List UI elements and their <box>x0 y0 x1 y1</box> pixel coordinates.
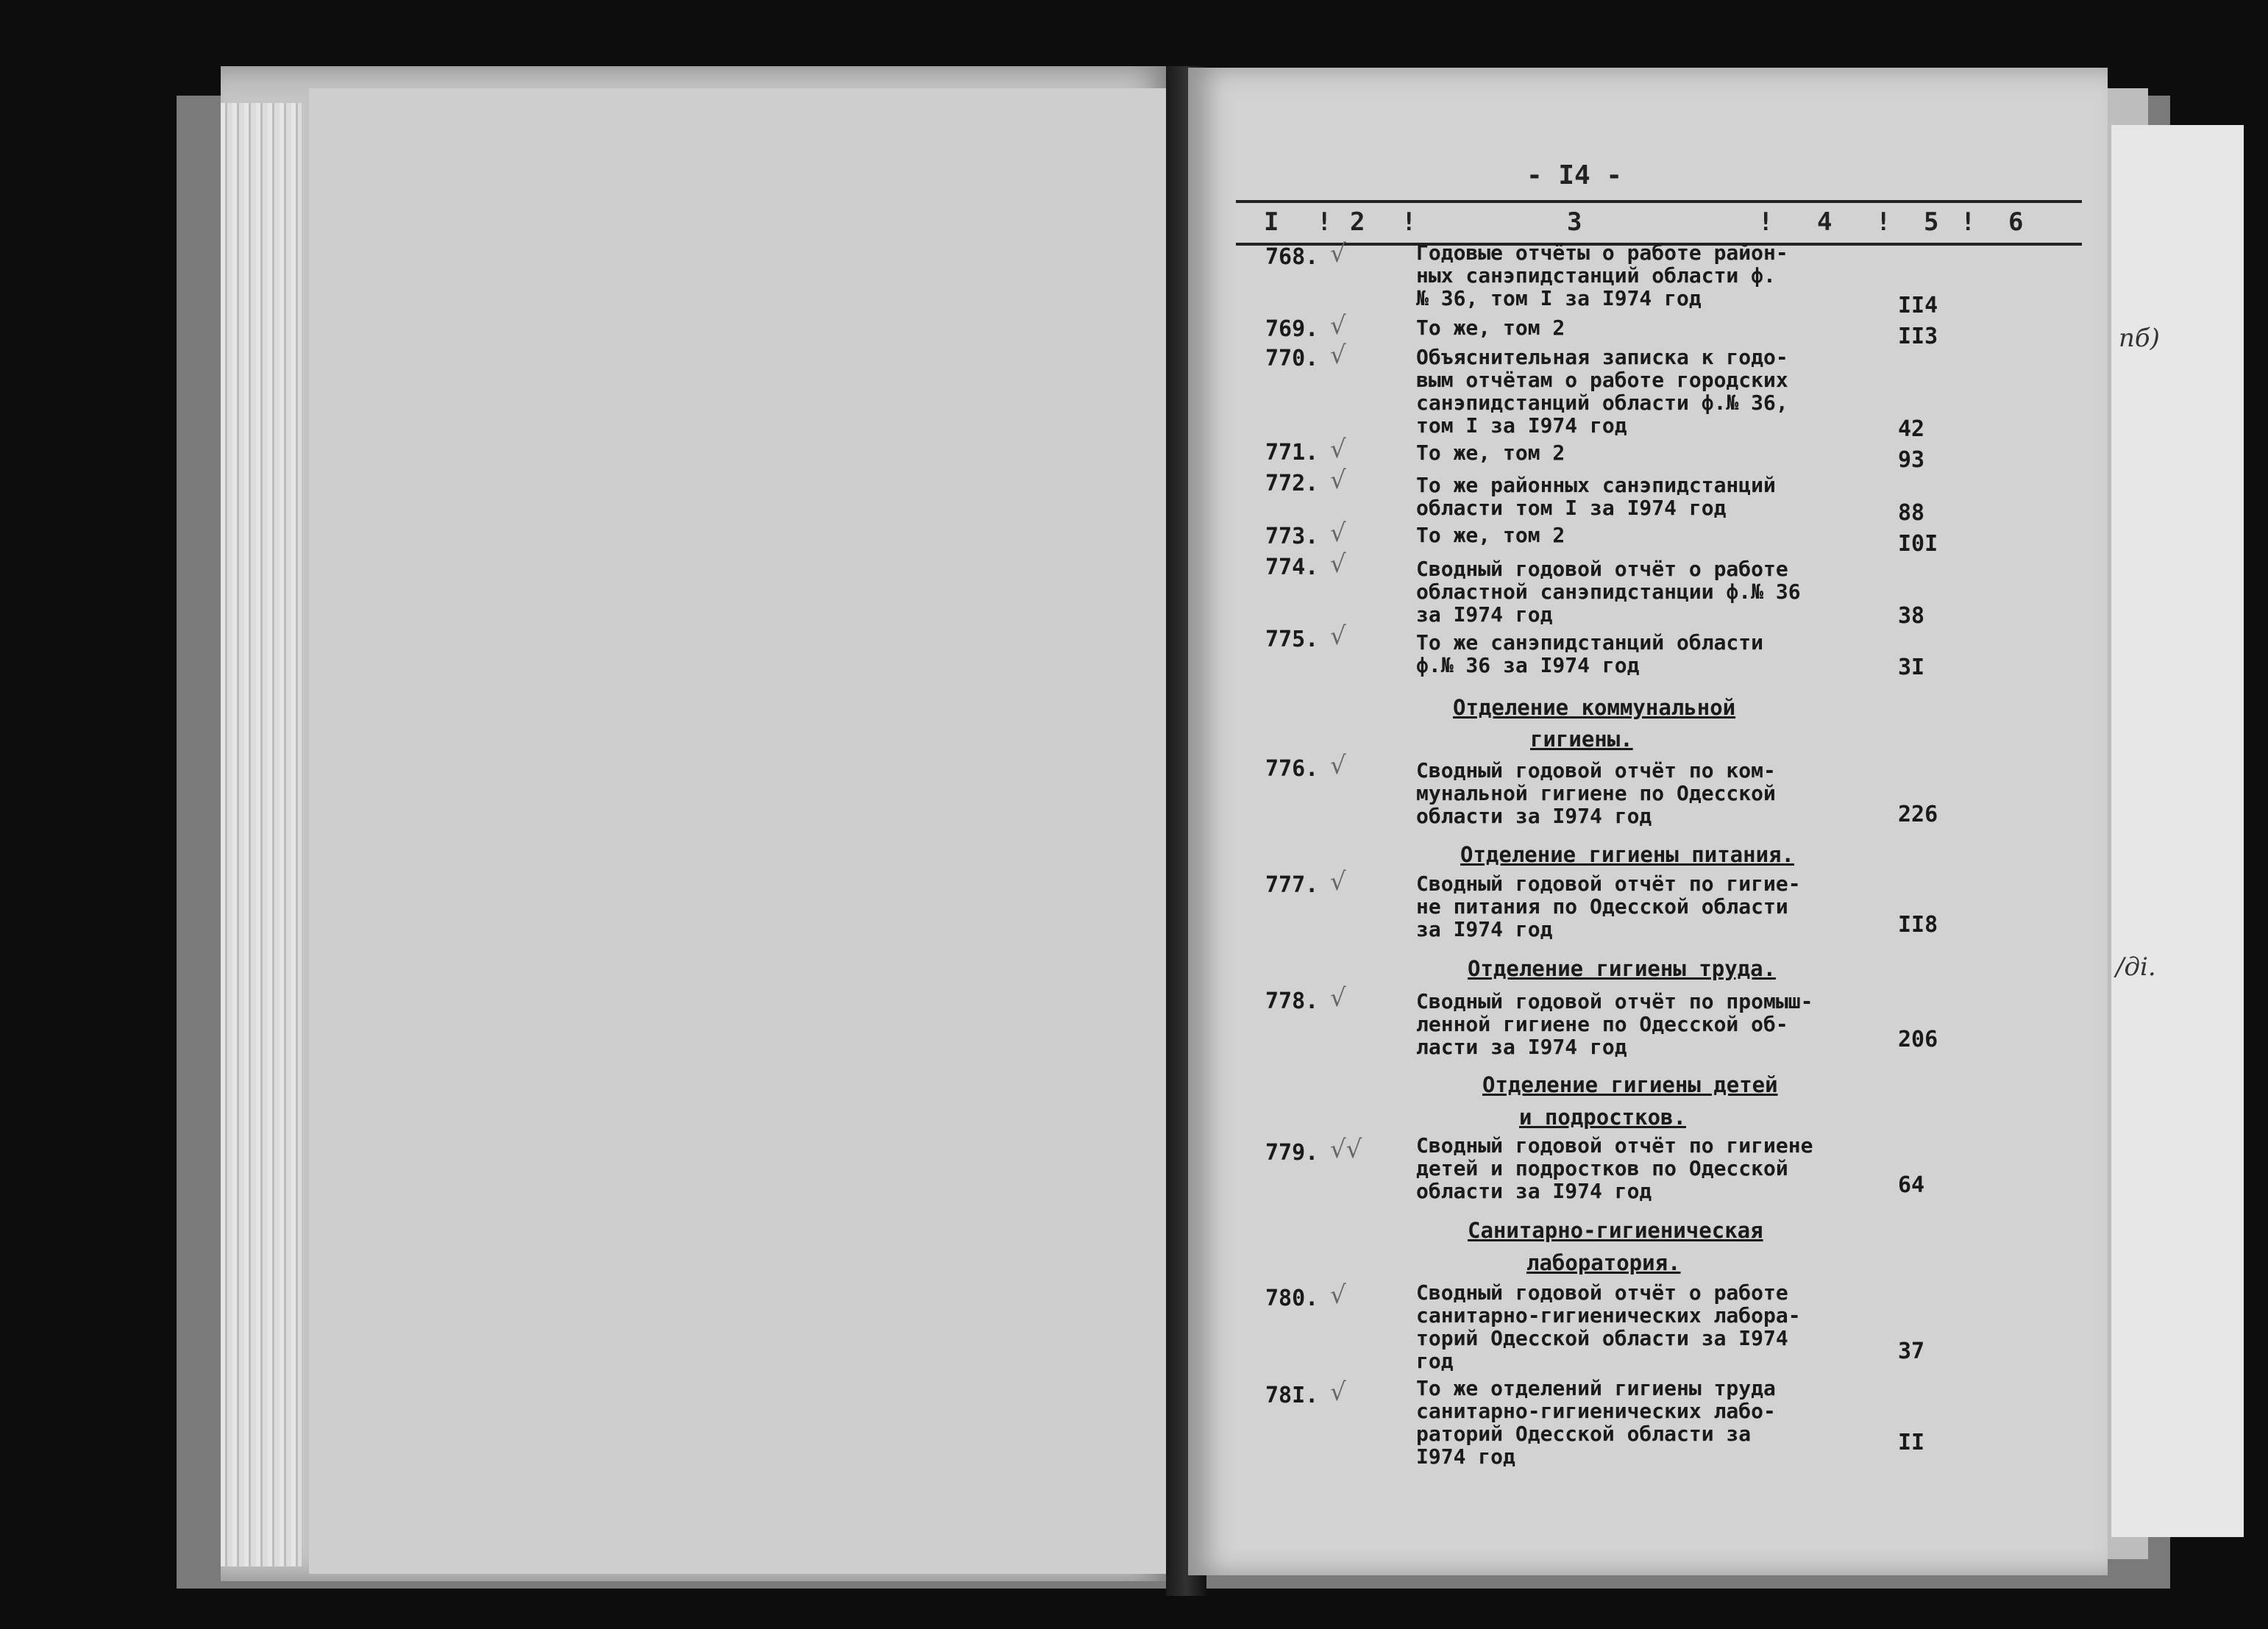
check-mark: √ <box>1330 466 1346 495</box>
entry-description: Сводный годовой отчёт о работе санитарно-гигиенических лабора- торий Одесской области за I974 год <box>1416 1280 1801 1373</box>
section-heading: Отделение гигиены питания. <box>1460 842 1794 867</box>
check-mark: √ <box>1330 621 1346 651</box>
section-heading: Отделение гигиены труда. <box>1468 956 1777 981</box>
sheet-count: I0I <box>1898 531 1938 557</box>
entry-description: То же, том 2 <box>1416 523 1565 547</box>
margin-note: пб) <box>2119 324 2160 353</box>
section-heading: и подростков. <box>1519 1105 1686 1130</box>
column-separator: ! <box>1758 207 1774 237</box>
sheet-count: 226 <box>1898 802 1938 827</box>
column-header: 2 <box>1350 207 1365 237</box>
check-mark: √ <box>1330 239 1346 268</box>
check-mark: √ <box>1330 311 1346 341</box>
check-mark: √ <box>1330 983 1346 1013</box>
column-separator: ! <box>1317 207 1332 237</box>
sheet-count: 206 <box>1898 1027 1938 1052</box>
entry-description: Сводный годовой отчёт по промыш- ленной гигиене по Одесской об- ласти за I974 год <box>1416 989 1813 1059</box>
section-heading: гигиены. <box>1530 727 1633 752</box>
entry-number: 768. <box>1265 244 1319 270</box>
sheet-count: II <box>1898 1430 1925 1455</box>
check-mark: √ <box>1330 1377 1346 1407</box>
sheet-count: 42 <box>1898 416 1925 442</box>
entry-description: Годовые отчёты о работе район- ных санэпидстанций области ф. № 36, том I за I974 год <box>1416 240 1788 310</box>
entry-number: 773. <box>1265 524 1319 549</box>
entry-description: То же районных санэпидстанций области том I за I974 год <box>1416 473 1776 520</box>
entry-description: То же санэпидстанций области ф.№ 36 за I974 год <box>1416 630 1764 677</box>
page-number: - I4 - <box>1526 160 1623 190</box>
sheet-count: 37 <box>1898 1339 1925 1364</box>
left-page-blank <box>309 88 1170 1574</box>
section-heading: лаборатория. <box>1526 1250 1681 1275</box>
section-heading: Отделение коммунальной <box>1453 695 1736 720</box>
entry-description: Сводный годовой отчёт по ком- мунальной гигиене по Одесской области за I974 год <box>1416 758 1776 828</box>
entry-number: 78I. <box>1265 1383 1319 1408</box>
entry-description: То же, том 2 <box>1416 316 1565 340</box>
entry-number: 778. <box>1265 988 1319 1014</box>
check-mark: √ <box>1330 1280 1346 1310</box>
sheet-count: 93 <box>1898 447 1925 473</box>
entry-number: 772. <box>1265 471 1319 496</box>
entry-number: 775. <box>1265 627 1319 652</box>
sheet-count: 3I <box>1898 655 1925 680</box>
column-header: 6 <box>2008 207 2024 237</box>
sheet-count: 38 <box>1898 603 1925 629</box>
inserted-slip <box>2111 125 2244 1537</box>
check-mark: √ <box>1330 435 1346 464</box>
entry-description: То же, том 2 <box>1416 441 1565 465</box>
sheet-count: 88 <box>1898 500 1925 526</box>
table-top-rule <box>1236 200 2082 203</box>
entry-description: Сводный годовой отчёт по гигиене детей и подростков по Одесской области за I974 год <box>1416 1133 1813 1203</box>
margin-note: /ді. <box>2116 952 2156 982</box>
entry-number: 771. <box>1265 440 1319 466</box>
entry-number: 776. <box>1265 756 1319 782</box>
entry-number: 770. <box>1265 346 1319 371</box>
page-edges <box>221 103 302 1566</box>
entry-description: Объяснительная записка к годо- вым отчётам о работе городских санэпидстанций области ф.№ 36, том I за I974 год <box>1416 345 1788 438</box>
sheet-count: II3 <box>1898 324 1938 349</box>
sheet-count: II8 <box>1898 912 1938 938</box>
entry-number: 769. <box>1265 316 1319 342</box>
check-mark: √ <box>1330 549 1346 579</box>
sheet-count: II4 <box>1898 293 1938 318</box>
entry-number: 779. <box>1265 1140 1319 1166</box>
column-header: 5 <box>1924 207 1939 237</box>
check-mark: √ <box>1330 867 1346 897</box>
entry-description: Сводный годовой отчёт по гигие- не питания по Одесской области за I974 год <box>1416 871 1801 941</box>
column-header: 3 <box>1567 207 1582 237</box>
entry-number: 777. <box>1265 872 1319 898</box>
check-mark: √√ <box>1330 1135 1362 1164</box>
column-separator: ! <box>1876 207 1891 237</box>
check-mark: √ <box>1330 341 1346 370</box>
section-heading: Отделение гигиены детей <box>1482 1072 1778 1097</box>
check-mark: √ <box>1330 518 1346 548</box>
column-separator: ! <box>1960 207 1976 237</box>
entry-number: 780. <box>1265 1286 1319 1311</box>
entry-number: 774. <box>1265 555 1319 580</box>
entry-description: Сводный годовой отчёт о работе областной санэпидстанции ф.№ 36 за I974 год <box>1416 557 1801 627</box>
column-separator: ! <box>1401 207 1417 237</box>
check-mark: √ <box>1330 751 1346 780</box>
sheet-count: 64 <box>1898 1172 1925 1198</box>
column-header: 4 <box>1817 207 1832 237</box>
entry-description: То же отделений гигиены труда санитарно-гигиенических лабо- раторий Одесской области за I974 год <box>1416 1376 1776 1469</box>
column-header: I <box>1264 207 1279 237</box>
section-heading: Санитарно-гигиеническая <box>1468 1218 1763 1243</box>
